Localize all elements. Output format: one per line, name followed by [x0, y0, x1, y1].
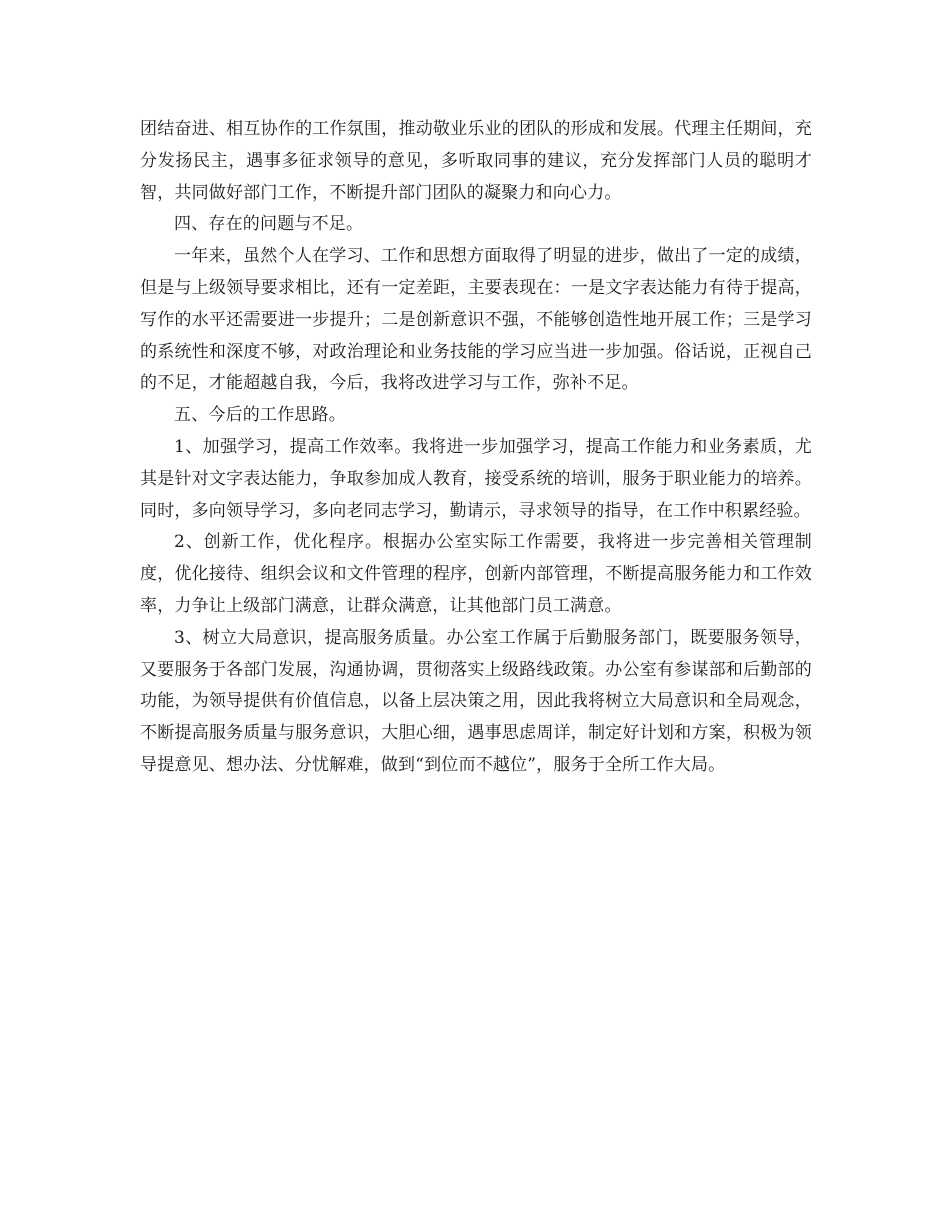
document-body	[140, 114, 812, 782]
section-heading-future-plans: 五、今后的工作思路。	[174, 405, 346, 426]
paragraph-plan-study: 1、加强学习，提高工作效率。我将进一步加强学习，提高工作能力和业务素质，尤其是针对文字表达能力，争取参加成人教育，接受系统的培训，服务于职业能力的培养。同时，多向领导学习，多向老同志学习，勤请示，寻求领导的指导，在工作中积累经验。	[140, 436, 812, 521]
paragraph-plan-innovation: 2、创新工作，优化程序。根据办公室实际工作需要，我将进一步完善相关管理制度，优化接待、组织会议和文件管理的程序，创新内部管理，不断提高服务能力和工作效率，力争让上级部门满意，让群众满意，让其他部门员工满意。	[140, 532, 812, 616]
paragraph-plan-service: 3、树立大局意识，提高服务质量。办公室工作属于后勤服务部门，既要服务领导，又要服务于各部门发展，沟通协调，贯彻落实上级路线政策。办公室有参谋部和后勤部的功能，为领导提供有价值信息，以备上层决策之用，因此我将树立大局意识和全局观念，不断提高服务质量与服务意识，大胆心细，遇事思虑周详，制定好计划和方案，积极为领导提意见、想办法、分忧解难，做到“到位而不越位”，服务于全所工作大局。	[140, 627, 812, 775]
section-heading-problems: 四、存在的问题与不足。	[174, 214, 364, 235]
paragraph-team-atmosphere: 团结奋进、相互协作的工作氛围，推动敬业乐业的团队的形成和发展。代理主任期间，充分发扬民主，遇事多征求领导的意见，多听取同事的建议，充分发挥部门人员的聪明才智，共同做好部门工作，不断提升部门团队的凝聚力和向心力。	[140, 119, 812, 203]
paragraph-shortcomings: 一年来，虽然个人在学习、工作和思想方面取得了明显的进步，做出了一定的成绩，但是与上级领导要求相比，还有一定差距，主要表现在：一是文字表达能力有待于提高，写作的水平还需要进一步提升；二是创新意识不强，不能够创造性地开展工作；三是学习的系统性和深度不够，对政治理论和业务技能的学习应当进一步加强。俗话说，正视自己的不足，才能超越自我，今后，我将改进学习与工作，弥补不足。	[140, 246, 812, 394]
